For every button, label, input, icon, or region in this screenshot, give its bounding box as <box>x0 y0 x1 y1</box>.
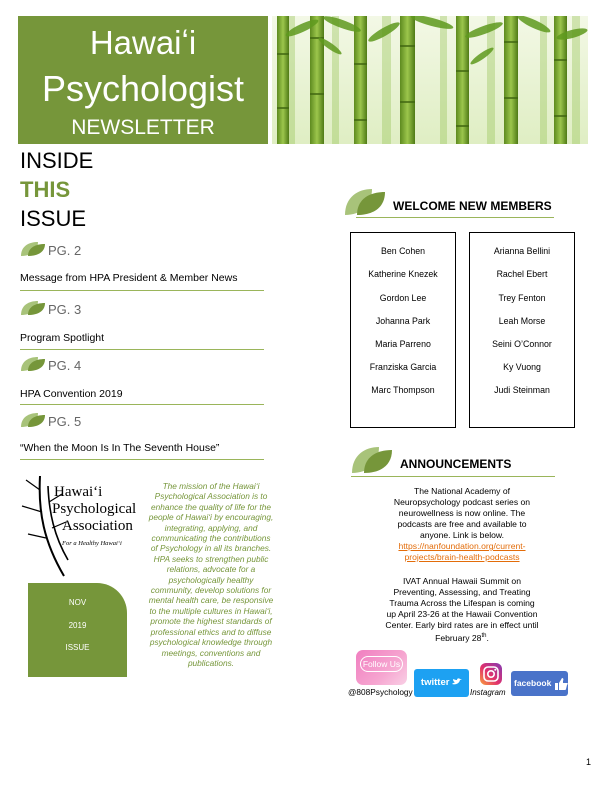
toc-description: Message from HPA President & Member News <box>20 272 238 284</box>
mission-statement: The mission of the Hawaiʻi Psychological Association is to enhance the quality of life for the people of Hawaiʻi by encouraging, integrating, applying, and communicating the contributions of Psychology in all its branches. HPA seeks to strengthen public relations, advocate for a psychologically healthy community, develop solutions for mental health care, be responsive to the multiple cultures in Hawaiʻi, promote the highest standards of professional ethics and to diffuse psychological knowledge through meetings, conventions and publications. <box>148 481 274 668</box>
member-name: Judi Steinman <box>494 385 550 395</box>
announcement-line: up April 23-26 at the Hawaii Convention <box>386 609 538 619</box>
leaf-icon <box>20 241 46 257</box>
welcome-heading-text: WELCOME NEW MEMBERS <box>393 199 552 213</box>
toc-description: “When the Moon Is In The Seventh House” <box>20 442 220 454</box>
issue-label: ISSUE <box>65 643 90 652</box>
title-newsletter: NEWSLETTER <box>71 116 215 139</box>
toc-divider <box>20 404 264 405</box>
toc-divider <box>20 459 264 460</box>
logo-line-hawaii: Hawaiʻi <box>54 484 103 500</box>
instagram-label: Instagram <box>470 688 506 697</box>
inside-this-issue-heading <box>20 146 93 233</box>
announcement-date: February 28 <box>435 632 482 643</box>
announcement-line: anyone. Link is below. <box>419 530 505 540</box>
announcement-period: . <box>486 632 489 643</box>
social-handle: @808Psychology <box>348 687 413 697</box>
title-psychologist: Psychologist <box>41 68 245 109</box>
announcement-line: The National Academy of <box>413 486 511 496</box>
announcements-heading <box>351 446 555 476</box>
podcast-link[interactable]: https://nanfoundation.org/current- <box>398 541 526 551</box>
facebook-button[interactable] <box>511 671 568 696</box>
member-name: Ky Vuong <box>503 362 541 372</box>
announcement-line: Center. Early bird rates are in effect until <box>385 620 539 630</box>
logo-line-association: Association <box>62 518 133 534</box>
facebook-label: facebook <box>514 678 552 688</box>
member-name: Ben Cohen <box>380 246 426 256</box>
announcement-line: Neuropsychology podcast series on <box>393 497 531 507</box>
welcome-heading-rule <box>356 217 554 218</box>
leaf-icon <box>20 300 46 316</box>
twitter-bird-icon <box>452 678 462 686</box>
announcements-heading-text: ANNOUNCEMENTS <box>400 457 512 471</box>
announcements-heading-rule <box>351 476 555 477</box>
newsletter-title-block <box>18 16 268 144</box>
leaf-icon <box>344 188 386 216</box>
member-name: Johanna Park <box>375 316 431 326</box>
announcement-podcast <box>371 486 553 563</box>
member-name: Katherine Knezek <box>368 269 438 279</box>
member-name: Leah Morse <box>498 316 546 326</box>
announcement-line <box>371 631 553 644</box>
hpa-logo <box>18 472 148 582</box>
announcement-line: podcasts are free and available to <box>397 519 527 529</box>
announcement-line: neurowellness is now online. The <box>398 508 526 518</box>
announcement-date-suffix: th <box>481 633 487 639</box>
toc-description: HPA Convention 2019 <box>20 388 123 400</box>
welcome-heading <box>344 188 554 218</box>
issue-year: 2019 <box>68 621 87 630</box>
toc-page-label: PG. 5 <box>48 414 82 429</box>
announcement-line: Preventing, Assessing, and Treating <box>393 587 531 597</box>
leaf-icon <box>351 446 393 474</box>
member-name: Trey Fenton <box>498 293 546 303</box>
issue-month: NOV <box>68 598 87 607</box>
thumbs-up-icon <box>554 677 568 691</box>
this-word: THIS <box>20 177 71 202</box>
toc-description: Program Spotlight <box>20 332 105 344</box>
logo-line-psychological: Psychological <box>52 501 137 517</box>
issue-word: ISSUE <box>20 206 87 231</box>
podcast-link[interactable]: projects/brain-health-podcasts <box>404 552 520 562</box>
follow-us-button[interactable] <box>356 650 407 685</box>
member-name: Franziska Garcia <box>369 362 437 372</box>
announcement-line: IVAT Annual Hawaii Summit on <box>403 576 521 586</box>
title-hawaii: Hawaiʻi <box>89 24 197 61</box>
inside-word: INSIDE <box>20 148 94 173</box>
toc-page-label: PG. 2 <box>48 243 82 258</box>
toc-page-label: PG. 4 <box>48 358 82 373</box>
twitter-label: twitter <box>420 677 450 688</box>
page-number: 1 <box>586 757 592 767</box>
bamboo-banner-image <box>272 16 588 144</box>
member-name: Arianna Bellini <box>493 246 551 256</box>
toc-divider <box>20 290 264 291</box>
member-name: Maria Parreno <box>375 339 431 349</box>
members-list-right <box>469 232 575 428</box>
member-name: Rachel Ebert <box>496 269 548 279</box>
instagram-button[interactable] <box>480 663 502 685</box>
toc-page-label: PG. 3 <box>48 302 82 317</box>
issue-date-block <box>28 583 127 677</box>
members-list-left <box>350 232 456 428</box>
leaf-icon <box>20 356 46 372</box>
leaf-icon <box>20 412 46 428</box>
member-name: Gordon Lee <box>379 293 427 303</box>
announcement-line: Trauma Across the Lifespan is coming <box>389 598 535 608</box>
instagram-icon <box>480 663 502 685</box>
twitter-button[interactable] <box>414 669 469 697</box>
logo-tagline: For a Healthy Hawaiʻi <box>62 540 122 547</box>
member-name: Marc Thompson <box>371 385 435 395</box>
announcement-ivat-summit <box>371 576 553 644</box>
toc-divider <box>20 349 264 350</box>
follow-us-label: Follow Us <box>360 656 403 672</box>
member-name: Seini O’Connor <box>492 339 552 349</box>
